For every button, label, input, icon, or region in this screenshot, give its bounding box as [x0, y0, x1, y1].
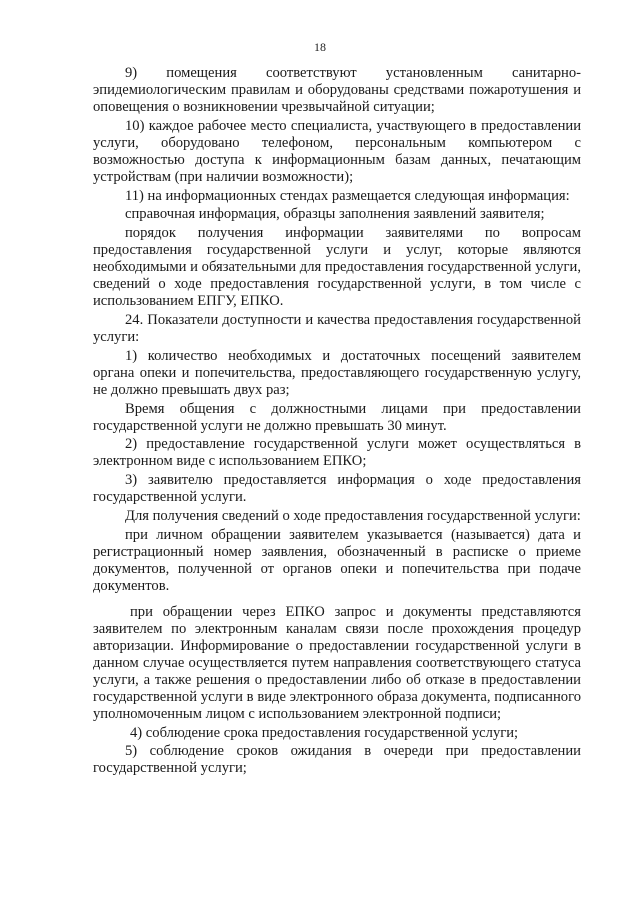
- indicator-2: 2) предоставление государственной услуги может осуществляться в электронном виде с использованием ЕПКО;: [93, 436, 581, 470]
- paragraph-personal-visit: при личном обращении заявителем указывается (называется) дата и регистрационный номер заявления, обозначенный в расписке о приеме документов, полученной от органов опеки и попечительства при подаче документов.: [93, 526, 581, 594]
- indicator-1: 1) количество необходимых и достаточных посещений заявителем органа опеки и попечительства, предоставляющего государственную услугу, не должно превышать двух раз;: [93, 347, 581, 398]
- indicator-3: 3) заявителю предоставляется информация о ходе предоставления государственной услуги.: [93, 472, 581, 506]
- paragraph-reference-info: справочная информация, образцы заполнения заявлений заявителя;: [125, 206, 545, 223]
- indicator-5: 5) соблюдение сроков ожидания в очереди при предоставлении государственной услуги;: [93, 743, 581, 777]
- paragraph-item-10: 10) каждое рабочее место специалиста, участвующего в предоставлении услуги, оборудовано телефоном, персональным компьютером с возможностью доступа к информационным базам данных, печатающим устройствам (при наличии возможности);: [93, 117, 581, 185]
- page-number: 18: [314, 40, 326, 54]
- paragraph-item-11: 11) на информационных стендах размещается следующая информация:: [125, 187, 570, 204]
- paragraph-item-9: 9) помещения соответствуют установленным санитарно-эпидемиологическим правилам и оборудованы средствами пожаротушения и оповещения о возникновении чрезвычайной ситуации;: [93, 65, 581, 115]
- paragraph-epko-request: при обращении через ЕПКО запрос и документы представляются заявителем по электронным каналам связи после прохождения процедур авторизации. Информирование о предоставлении государственной услуги в данном случае осуществляется путем направления соответствующего статуса услуги, а также решения о предоставлении либо об отказе в предоставлении государственной услуги в виде электронного образа документа, подписанного уполномоченным лицом с использованием электронной подписи;: [93, 603, 581, 722]
- paragraph-status-info: Для получения сведений о ходе предоставления государственной услуги:: [125, 507, 581, 524]
- paragraph-info-procedure: порядок получения информации заявителями по вопросам предоставления государственной услуги и услуг, которые являются необходимыми и обязательными для предоставления государственной услуги, сведений о ходе предоставления государственной услуги, в том числе с использованием ЕПГУ, ЕПКО.: [93, 225, 581, 310]
- indicator-4: 4) соблюдение срока предоставления государственной услуги;: [130, 724, 519, 741]
- paragraph-communication-time: Время общения с должностными лицами при предоставлении государственной услуги не должно превышать 30 минут.: [93, 400, 581, 434]
- document-body: [93, 65, 581, 779]
- section-24-heading: 24. Показатели доступности и качества предоставления государственной услуги:: [93, 311, 581, 345]
